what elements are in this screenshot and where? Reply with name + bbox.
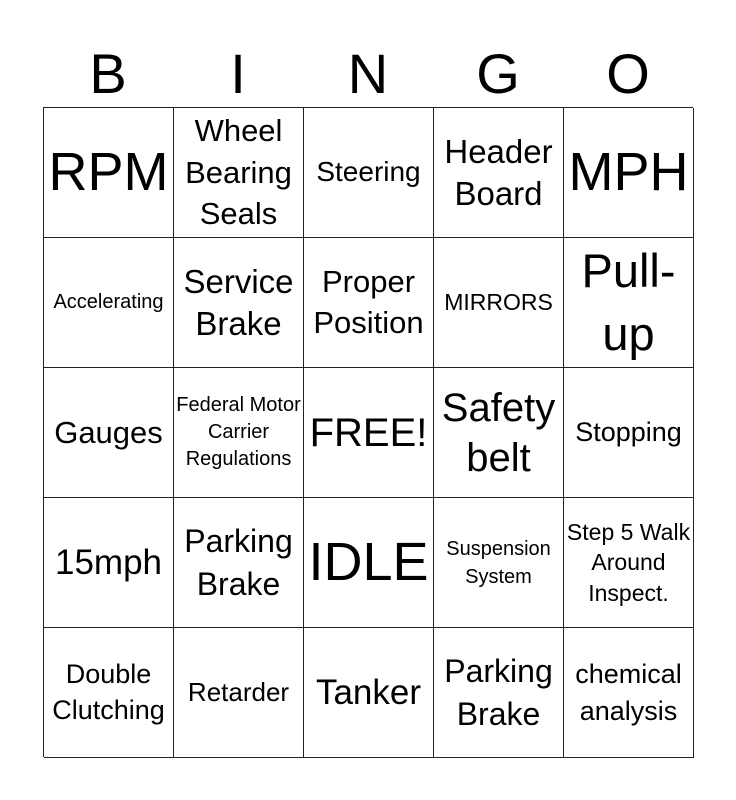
cell-text: 15mph bbox=[54, 542, 163, 582]
header-letter-g: G bbox=[476, 42, 520, 105]
bingo-cell-r5c4[interactable] bbox=[434, 628, 564, 758]
bingo-cell-r1c4[interactable] bbox=[434, 108, 564, 238]
bingo-cell-r2c5[interactable] bbox=[564, 238, 694, 368]
bingo-cell-r1c3[interactable] bbox=[304, 108, 434, 238]
cell-text: IDLE bbox=[308, 532, 429, 593]
bingo-cell-r5c3[interactable] bbox=[304, 628, 434, 758]
header-letter-o: O bbox=[606, 42, 650, 105]
cell-text: chemical analysis bbox=[575, 658, 682, 726]
bingo-cell-r4c2[interactable] bbox=[174, 498, 304, 628]
cell-text: Retarder bbox=[187, 676, 290, 707]
bingo-cell-r3c2[interactable] bbox=[174, 368, 304, 498]
bingo-cell-r3c1[interactable] bbox=[44, 368, 174, 498]
bingo-cell-r1c5[interactable] bbox=[564, 108, 694, 238]
bingo-cell-r4c4[interactable] bbox=[434, 498, 564, 628]
cell-text: Parking Brake bbox=[184, 523, 293, 602]
cell-text: Stopping bbox=[575, 416, 682, 447]
bingo-cell-r5c1[interactable] bbox=[44, 628, 174, 758]
cell-text: Step 5 Walk Around Inspect. bbox=[566, 518, 691, 606]
cell-text: RPM bbox=[48, 142, 169, 203]
cell-text: Double Clutching bbox=[52, 659, 165, 725]
cell-text: MPH bbox=[568, 142, 689, 203]
cell-text: Suspension System bbox=[446, 537, 551, 588]
header-letter-n: N bbox=[347, 42, 389, 105]
bingo-cell-r4c5[interactable] bbox=[564, 498, 694, 628]
cell-text: FREE! bbox=[309, 410, 428, 455]
cell-text: Safety belt bbox=[441, 385, 556, 480]
cell-text: Steering bbox=[316, 156, 421, 188]
bingo-cell-r1c2[interactable] bbox=[174, 108, 304, 238]
bingo-cell-r4c3[interactable] bbox=[304, 498, 434, 628]
bingo-cell-r1c1[interactable] bbox=[44, 108, 174, 238]
cell-text: Pull-up bbox=[581, 244, 676, 360]
cell-text: MIRRORS bbox=[444, 288, 553, 315]
header-letter-i: I bbox=[230, 42, 246, 105]
cell-text: Service Brake bbox=[183, 262, 294, 342]
bingo-cell-r2c4[interactable] bbox=[434, 238, 564, 368]
cell-text: Gauges bbox=[54, 414, 163, 450]
cell-text: Tanker bbox=[315, 672, 422, 712]
bingo-cell-r2c2[interactable] bbox=[174, 238, 304, 368]
cell-text: Federal Motor Carrier Regulations bbox=[176, 393, 301, 471]
cell-text: Header Board bbox=[444, 132, 553, 212]
bingo-cell-r3c5[interactable] bbox=[564, 368, 694, 498]
bingo-cell-r5c5[interactable] bbox=[564, 628, 694, 758]
cell-text: Proper Position bbox=[313, 264, 424, 340]
bingo-cell-r2c3[interactable] bbox=[304, 238, 434, 368]
bingo-cell-r4c1[interactable] bbox=[44, 498, 174, 628]
bingo-cell-r5c2[interactable] bbox=[174, 628, 304, 758]
bingo-cell-r3c3[interactable] bbox=[304, 368, 434, 498]
bingo-cell-r3c4[interactable] bbox=[434, 368, 564, 498]
header-letter-b: B bbox=[89, 42, 127, 105]
cell-text: Wheel Bearing Seals bbox=[185, 112, 292, 232]
bingo-cell-r2c1[interactable] bbox=[44, 238, 174, 368]
bingo-grid bbox=[43, 107, 693, 757]
bingo-header bbox=[43, 40, 693, 108]
cell-text: Parking Brake bbox=[444, 653, 553, 732]
cell-text: Accelerating bbox=[53, 291, 164, 313]
